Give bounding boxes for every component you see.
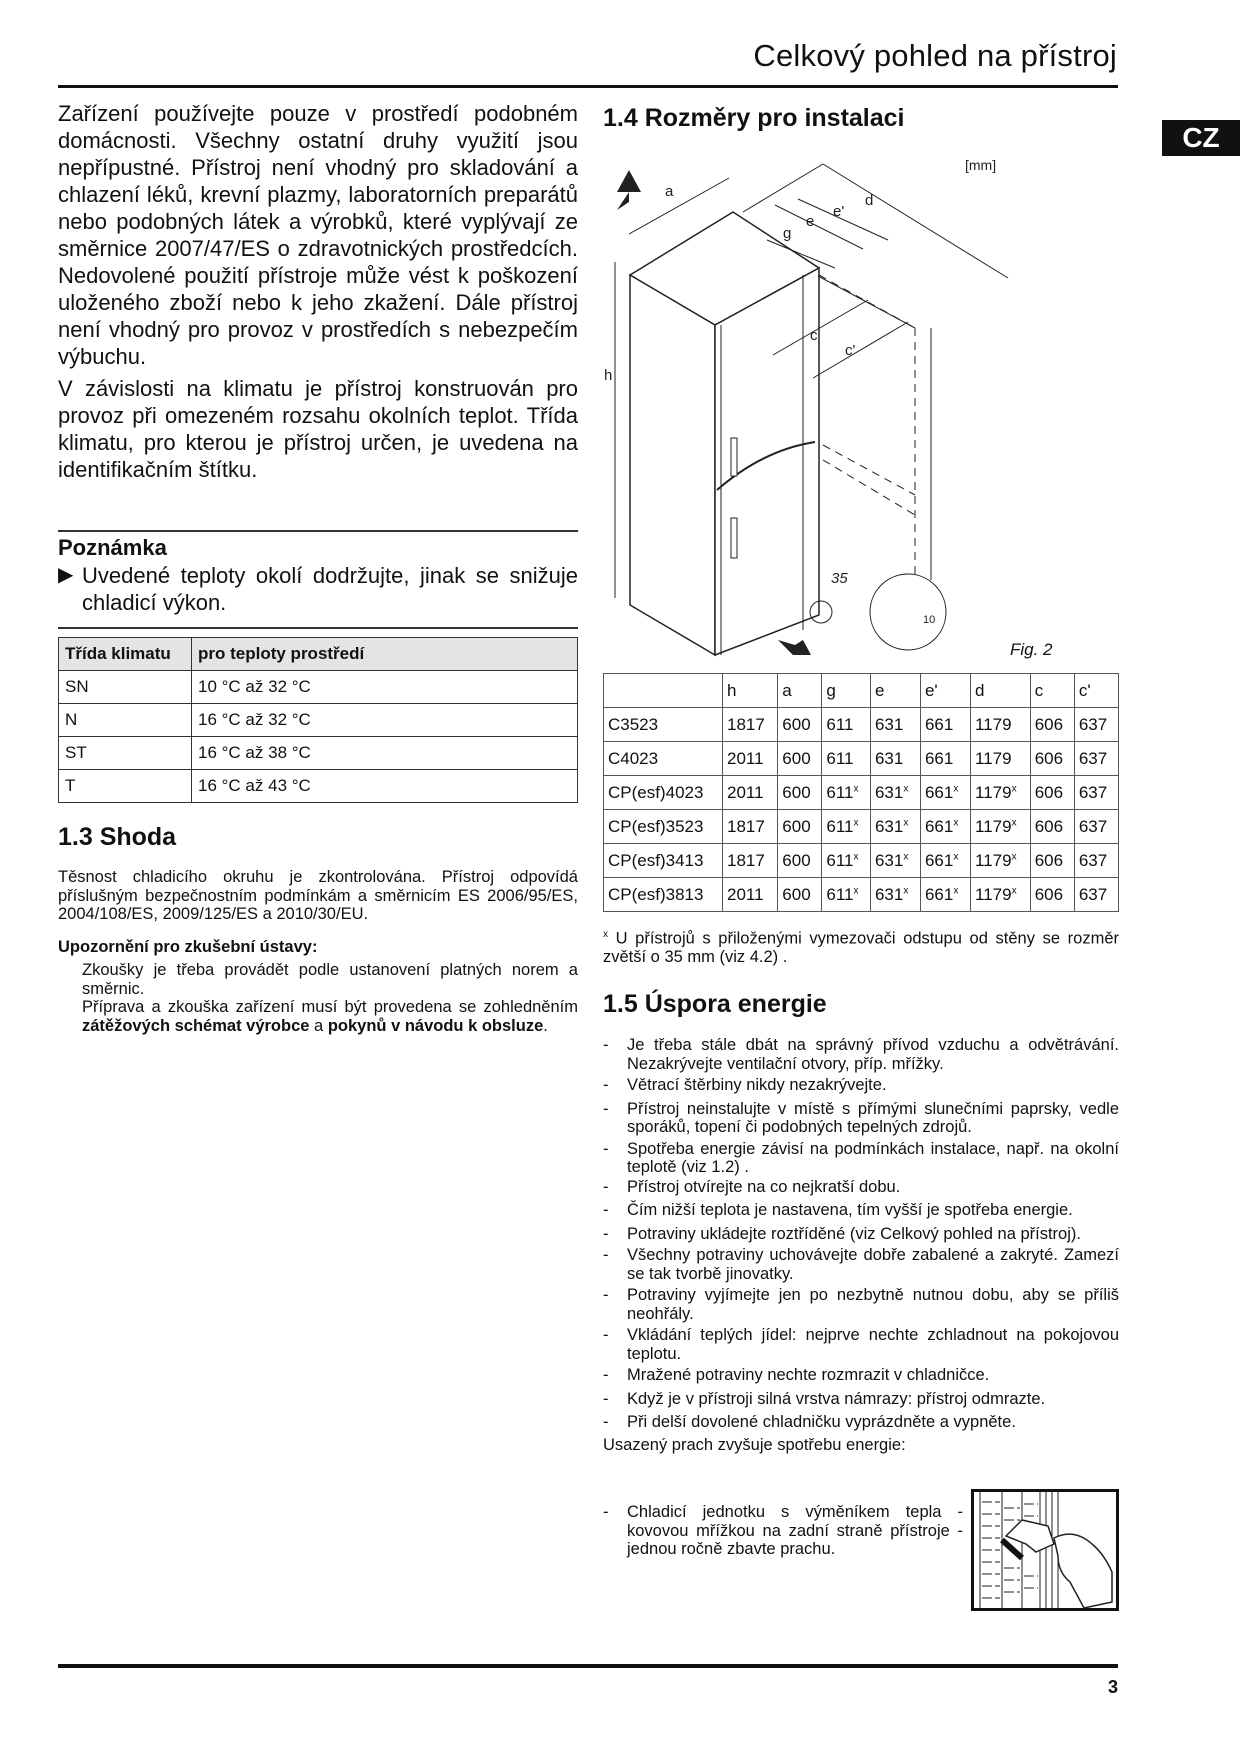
dim-label-h: h: [604, 367, 613, 384]
list-item: - Čím nižší teplota je nastavena, tím vyšší je spotřeba energie.: [603, 1201, 1073, 1219]
table-row: [59, 704, 578, 737]
dim-e-prime: 661$^x$: [920, 844, 970, 878]
climate-class: ST: [59, 737, 192, 770]
dim-h: 2011: [723, 776, 778, 810]
dim-c: 606: [1030, 810, 1074, 844]
dim-c-prime: 637: [1074, 776, 1118, 810]
note-title: Poznámka: [58, 535, 167, 560]
dim-c-prime: 637: [1074, 844, 1118, 878]
model-name: C3523: [604, 708, 723, 742]
dim-c: 606: [1030, 844, 1074, 878]
dim-e-prime: 661: [920, 708, 970, 742]
dim-label-c: c: [810, 327, 818, 344]
table-row: [604, 810, 1119, 844]
dim-g: 611$^x$: [822, 844, 871, 878]
dim-c-prime: 637: [1074, 878, 1118, 912]
intro-paragraph-1: Zařízení používejte pouze v prostředí podobném domácnosti. Všechny ostatní druhy využití jsou nepřípustné. Přístroj není vhodný pro skladování a chlazení léků, krevní plazmy, laboratorních preparátů nebo podobných látek a výrobků, které vyplývají ze směrnice 2007/47/ES o zdravotnických prostředcích. Nedovolené použití přístroje může vést k poškození uloženého zboží nebo k jeho zkažení. Dále přístroj není vhodný pro provoz v prostředích s nebezpečím výbuchu.: [58, 101, 578, 369]
table-row: [604, 844, 1119, 878]
table-row: [604, 776, 1119, 810]
cleaning-illustration: [971, 1489, 1119, 1611]
dim-d: 1179$^x$: [971, 878, 1031, 912]
column-header: g: [822, 674, 871, 708]
climate-class: N: [59, 704, 192, 737]
list-item: - Mražené potraviny nechte rozmrazit v chladničce.: [603, 1366, 990, 1384]
dim-h: 1817: [723, 708, 778, 742]
table-row: [604, 878, 1119, 912]
dim-label-c-prime: c': [845, 342, 856, 359]
dimensions-footnote: $^x$ U přístrojů s přiloženými vymezovači odstupu od stěny se rozměr zvětší o 35 mm (viz 4.2) .: [603, 929, 1119, 966]
brush-cleaning-icon: [974, 1492, 1116, 1608]
dim-g: 611$^x$: [822, 878, 871, 912]
dim-g: 611$^x$: [822, 810, 871, 844]
dim-a: 600: [778, 708, 822, 742]
page-number: 3: [1107, 1677, 1118, 1697]
table-row: [59, 671, 578, 704]
wrench-size-label: 10: [923, 614, 936, 626]
list-item: - Spotřeba energie závisí na podmínkách instalace, např. na okolní teplotě (viz 1.2) .: [603, 1139, 1119, 1176]
dim-g: 611: [822, 708, 871, 742]
language-badge: CZ: [1162, 120, 1240, 156]
note-bottom-divider: [58, 627, 578, 629]
table-row: [604, 742, 1119, 776]
fridge-dimension-diagram: [603, 150, 1023, 670]
list-item: - Potraviny ukládejte roztříděné (viz Celkový pohled na přístroj).: [603, 1224, 1081, 1243]
dim-d: 1179$^x$: [971, 844, 1031, 878]
model-name: CP(esf)3813: [604, 878, 723, 912]
table-row: [604, 708, 1119, 742]
energy-saving-list: [603, 1036, 1119, 1454]
list-item: - Při delší dovolené chladničku vyprázdněte a vypněte.: [603, 1413, 1016, 1431]
dim-label-e: e: [806, 213, 815, 230]
gap-label: 35: [831, 570, 848, 587]
dim-c-prime: 637: [1074, 810, 1118, 844]
dim-a: 600: [778, 878, 822, 912]
intro-text: [58, 100, 578, 483]
dim-a: 600: [778, 810, 822, 844]
list-item-dust: - Chladicí jednotku s výměníkem tepla - kovovou mřížkou na zadní straně přístroje - jednou ročně zbavte prachu.: [603, 1503, 963, 1558]
column-header: a: [778, 674, 822, 708]
column-header: h: [723, 674, 778, 708]
column-header: c': [1074, 674, 1118, 708]
table-row: [59, 770, 578, 803]
note-item: [58, 562, 578, 616]
dim-label-a: a: [665, 183, 674, 200]
dim-h: 2011: [723, 878, 778, 912]
dim-e: 631$^x$: [870, 810, 920, 844]
model-name: CP(esf)3413: [604, 844, 723, 878]
section-heading-1-5: 1.5 Úspora energie: [603, 990, 827, 1018]
model-name: C4023: [604, 742, 723, 776]
table-header-row: [604, 674, 1119, 708]
climate-class: T: [59, 770, 192, 803]
dim-h: 1817: [723, 844, 778, 878]
list-item: - Když je v přístroji silná vrstva námrazy: přístroj odmrazte.: [603, 1389, 1046, 1408]
dim-c: 606: [1030, 878, 1074, 912]
section-heading-1-4: 1.4 Rozměry pro instalaci: [603, 104, 905, 132]
dim-e-prime: 661$^x$: [920, 776, 970, 810]
dim-e: 631$^x$: [870, 878, 920, 912]
column-header-temperature: pro teploty prostředí: [192, 638, 578, 671]
testing-warning-line-2: Příprava a zkouška zařízení musí být provedena se zohledněním zátěžových schémat výrobce a pokynů v návodu k obsluze.: [82, 998, 578, 1035]
dim-d: 1179: [971, 708, 1031, 742]
list-item: - Větrací štěrbiny nikdy nezakrývejte.: [603, 1076, 887, 1094]
section-heading-1-3: 1.3 Shoda: [58, 823, 177, 851]
temperature-range: 16 °C až 43 °C: [192, 770, 578, 803]
page-title: Celkový pohled na přístroj: [753, 38, 1117, 73]
note-top-divider: [58, 530, 578, 532]
column-header-class: Třída klimatu: [59, 638, 192, 671]
temperature-range: 16 °C až 32 °C: [192, 704, 578, 737]
intro-paragraph-2: V závislosti na klimatu je přístroj konstruován pro provoz při omezeném rozsahu okolních teplot. Třída klimatu, pro kterou je přístroj určen, je uvedena na identifikačním štítku.: [58, 376, 578, 482]
installation-dimensions-figure: [603, 150, 1023, 670]
dim-d: 1179$^x$: [971, 810, 1031, 844]
dim-e: 631: [870, 742, 920, 776]
list-item: - Přístroj otvírejte na co nejkratší dobu.: [603, 1177, 901, 1196]
list-item: - Všechny potraviny uchovávejte dobře zabalené a zakryté. Zamezí se tak tvorbě jinovatky.: [603, 1246, 1119, 1283]
dimensions-table: [603, 673, 1119, 912]
dim-e-prime: 661$^x$: [920, 810, 970, 844]
triangle-bullet-icon: ▶: [58, 564, 74, 586]
dim-e: 631$^x$: [870, 844, 920, 878]
dim-e: 631: [870, 708, 920, 742]
dim-c-prime: 637: [1074, 708, 1118, 742]
column-header: e': [920, 674, 970, 708]
testing-warning-body: [58, 961, 578, 1035]
dim-label-e-prime: e': [833, 203, 845, 220]
testing-warning-title: Upozornění pro zkušební ústavy:: [58, 937, 318, 956]
temperature-range: 10 °C až 32 °C: [192, 671, 578, 704]
table-row: [59, 737, 578, 770]
temperature-range: 16 °C až 38 °C: [192, 737, 578, 770]
dim-g: 611$^x$: [822, 776, 871, 810]
dim-c-prime: 637: [1074, 742, 1118, 776]
column-header: d: [971, 674, 1031, 708]
dim-c: 606: [1030, 776, 1074, 810]
note-box: [58, 534, 578, 616]
unit-label: [mm]: [965, 157, 997, 173]
column-header: e: [870, 674, 920, 708]
list-item: - Vkládání teplých jídel: nejprve nechte zchladnout na pokojovou teplotu.: [603, 1326, 1119, 1363]
climate-class: SN: [59, 671, 192, 704]
dim-g: 611: [822, 742, 871, 776]
dim-d: 1179: [971, 742, 1031, 776]
dust-intro: Usazený prach zvyšuje spotřebu energie:: [603, 1435, 906, 1454]
testing-warning-line-1: Zkoušky je třeba provádět podle ustanovení platných norem a směrnic.: [82, 961, 578, 998]
model-name: CP(esf)4023: [604, 776, 723, 810]
list-item: - Je třeba stále dbát na správný přívod vzduchu a odvětrávání. Nezakrývejte ventilační otvory, příp. mřížky.: [603, 1036, 1119, 1073]
dim-c: 606: [1030, 742, 1074, 776]
dim-a: 600: [778, 844, 822, 878]
dim-h: 1817: [723, 810, 778, 844]
dim-c: 606: [1030, 708, 1074, 742]
dim-d: 1179$^x$: [971, 776, 1031, 810]
model-name: CP(esf)3523: [604, 810, 723, 844]
list-item: - Potraviny vyjímejte jen po nezbytně nutnou dobu, aby se příliš neohřály.: [603, 1286, 1119, 1323]
dim-label-d: d: [865, 192, 874, 209]
dim-e-prime: 661$^x$: [920, 878, 970, 912]
dim-e-prime: 661: [920, 742, 970, 776]
footer-divider: [58, 1664, 1118, 1668]
climate-class-table: [58, 637, 578, 803]
column-header: [604, 674, 723, 708]
section-1-3: [58, 823, 578, 1035]
intro-section: [58, 100, 578, 488]
compliance-text: Těsnost chladicího okruhu je zkontrolována. Přístroj odpovídá příslušným bezpečnostním podmínkám a směrnicím ES 2006/95/ES, 2004/108/ES, 2009/125/ES a 2010/30/EU.: [58, 868, 578, 923]
column-header: c: [1030, 674, 1074, 708]
dim-a: 600: [778, 776, 822, 810]
list-item: - Přístroj neinstalujte v místě s přímými slunečními paprsky, vedle sporáků, topení či podobných tepelných zdrojů.: [603, 1099, 1119, 1136]
header-divider: [58, 85, 1118, 88]
dim-h: 2011: [723, 742, 778, 776]
dim-a: 600: [778, 742, 822, 776]
figure-caption: Fig. 2: [1010, 640, 1053, 659]
dim-label-g: g: [783, 225, 792, 242]
table-header-row: [59, 638, 578, 671]
dim-e: 631$^x$: [870, 776, 920, 810]
note-text: Uvedené teploty okolí dodržujte, jinak se snižuje chladicí výkon.: [82, 563, 578, 615]
